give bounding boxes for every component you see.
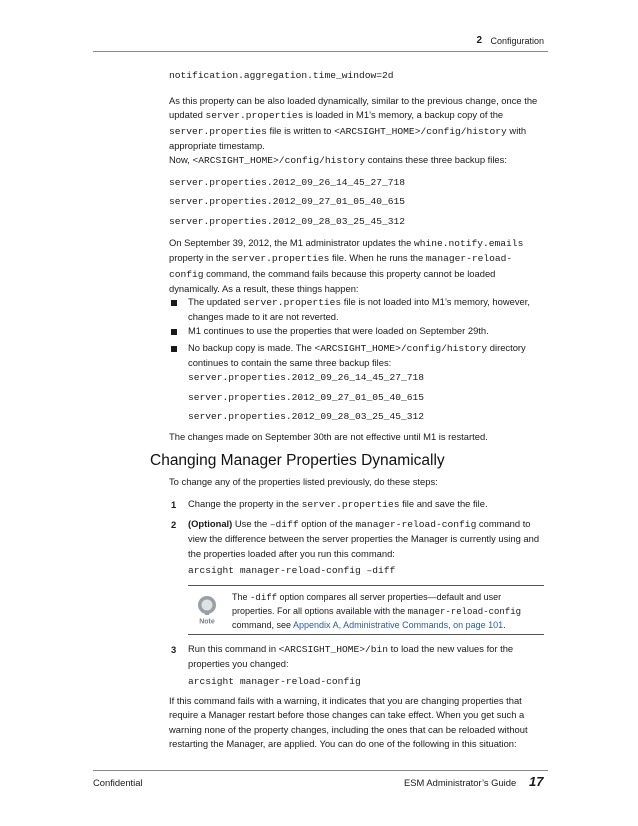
bullet-item: No backup copy is made. The <ARCSIGHT_HOME>/config/history directory continues to contain the same three backup files: — [188, 342, 526, 369]
running-header — [93, 31, 548, 52]
step-number: 2 — [171, 519, 177, 530]
appendix-link[interactable]: Appendix A, Administrative Commands, on page 101 — [293, 620, 504, 630]
footer-rule — [93, 770, 548, 771]
paragraph-warning: If this command fails with a warning, it indicates that you are changing properties that require a Manager restart before those changes can take effect. When you get such a warning none of the property changes, including the ones that can be reloaded without restarting the Manager, are applied. You can do one of the following in this situation: — [169, 695, 528, 750]
chapter-title: Configuration — [490, 36, 544, 46]
note-icon-label: Note — [199, 618, 215, 625]
section-heading: Changing Manager Properties Dynamically — [150, 452, 445, 469]
section-intro: To change any of the properties listed previously, do these steps: — [169, 476, 438, 487]
paragraph-backup-copy: As this property can be also loaded dynamically, similar to the previous change, once the updated server.properties is loaded in M1’s memory, a backup copy of the server.properties file is written to <ARCSIGHT_HOME>/config/history with appropriate timestamp. — [169, 95, 538, 152]
footer-confidential: Confidential — [93, 777, 143, 788]
backup-file: server.properties.2012_09_28_03_25_45_312 — [169, 216, 406, 227]
page-number: 17 — [529, 774, 544, 789]
step-number: 1 — [171, 499, 177, 510]
backup-file: server.properties.2012_09_27_01_05_40_615 — [188, 392, 425, 403]
paragraph-admin-update: On September 39, 2012, the M1 administrator updates the whine.notify.emails property in the server.properties file. When he runs the manager-reload-config command, the command fails because this property cannot be loaded dynamically. As a result, these things happen: — [169, 237, 524, 295]
bullet-icon — [171, 346, 177, 352]
note-box — [188, 585, 544, 635]
paragraph-restart: The changes made on September 30th are not effective until M1 is restarted. — [169, 431, 488, 442]
step-number: 3 — [171, 644, 177, 655]
step-text: Change the property in the server.properties file and save the file. — [188, 498, 488, 510]
step-text: Run this command in <ARCSIGHT_HOME>/bin to load the new values for the properties you changed: — [188, 643, 514, 670]
chapter-number: 2 — [476, 35, 482, 46]
backup-file: server.properties.2012_09_26_14_45_27_718 — [188, 372, 425, 383]
code-time-window: notification.aggregation.time_window=2d — [169, 70, 394, 81]
paragraph-history-contains: Now, <ARCSIGHT_HOME>/config/history contains these three backup files: — [169, 154, 507, 166]
note-icon — [194, 595, 220, 625]
bullet-item: M1 continues to use the properties that were loaded on September 29th. — [188, 325, 489, 336]
footer-guide-title: ESM Administrator’s Guide — [404, 777, 517, 788]
backup-file: server.properties.2012_09_27_01_05_40_615 — [169, 196, 406, 207]
backup-file: server.properties.2012_09_28_03_25_45_312 — [188, 411, 425, 422]
note-text: The -diff option compares all server properties—default and user properties. For all options available with the manager-reload-config command, see Appendix A, Administrative Commands, on page 101. — [232, 592, 522, 630]
code-diff-command: arcsight manager-reload-config –diff — [188, 565, 396, 576]
bullet-icon — [171, 329, 177, 335]
bullet-icon — [171, 300, 177, 306]
code-reload-command: arcsight manager-reload-config — [188, 676, 361, 687]
bullet-item: The updated server.properties file is not loaded into M1’s memory, however, changes made to it are not reverted. — [188, 296, 530, 323]
step-text: (Optional) Use the –diff option of the manager-reload-config command to view the difference between the server properties the Manager is currently using and the properties loaded after you run this command: — [188, 518, 540, 559]
backup-file: server.properties.2012_09_26_14_45_27_718 — [169, 177, 406, 188]
